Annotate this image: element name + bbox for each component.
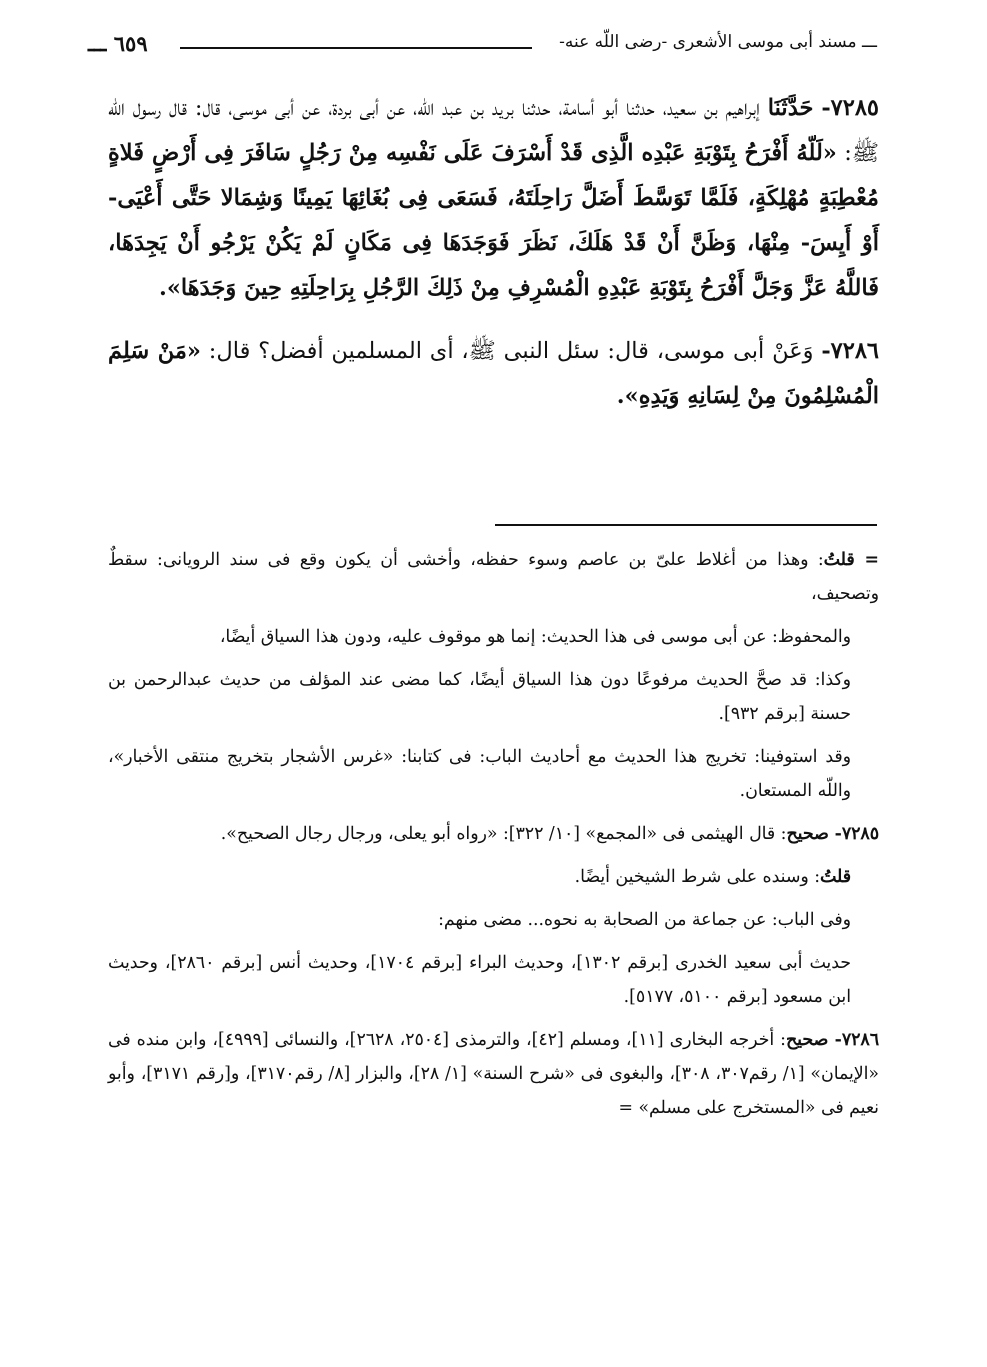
hadith-number: ٧٢٨٦-: [821, 338, 879, 364]
hadith-matn: «مَنْ سَلِمَ الْمُسْلِمُونَ مِنْ لِسَانِهِ وَيَدِهِ».: [108, 338, 879, 409]
footnote-paragraph: [108, 1023, 879, 1125]
footnotes: [108, 543, 879, 1134]
hadith-number: ٧٢٨٥-: [821, 95, 880, 121]
page-dash: ـــ: [88, 31, 107, 56]
footnote-label: ٧٢٨٦- صحيح: [785, 1030, 879, 1050]
footnote-text: : قال الهيثمى فى «المجمع» [١٠/ ٣٢٢]: «رواه أبو يعلى، ورجال رجال الصحيح».: [220, 824, 787, 844]
hadith-7286: [108, 329, 879, 419]
running-title: ـــ مسند أبى موسى الأشعرى -رضى اللّه عنه-: [559, 32, 877, 52]
footnote-label: قلتُ: [820, 867, 851, 887]
footnote-text: : أخرجه البخارى [١١]، ومسلم [٤٢]، والترمذى [٢٥٠٤، ٢٦٢٨]، والنسائى [٤٩٩٩]، وابن منده فى «الإيمان» [١/ رقم٣٠٧، ٣٠٨]، والبغوى فى «شرح السنة» [١/ ٢٨]، والبزار [٨/ رقم٣١٧٠]، و[رقم ٣١٧١]، وأبو نعيم فى «المستخرج على مسلم» =: [108, 1030, 879, 1118]
footnote-separator: [495, 524, 877, 526]
footnote-text: حديث أبى سعيد الخدرى [برقم ١٣٠٢]، وحديث البراء [برقم ١٧٠٤]، وحديث أنس [برقم ٢٨٦٠]، وحديث ابن مسعود [برقم ٥١٠٠، ٥١٧٧].: [108, 953, 851, 1007]
footnote-label: = قلتُ: [823, 550, 879, 570]
footnote-paragraph: [108, 860, 879, 894]
hadith-lead: حَدَّثَنَا: [767, 95, 814, 121]
main-text: [108, 86, 879, 437]
page-number: ٦٥٩: [113, 31, 148, 56]
footnote-paragraph: [108, 740, 879, 808]
running-header: [88, 28, 877, 62]
footnote-paragraph: [108, 946, 879, 1014]
hadith-sep: [201, 338, 209, 364]
hadith-isnad: إبراهيم بن سعيد، حدثنا أبو أسامة، حدثنا بريد بن عبد اللّه، عن أبى بردة، عن أبى موسى، قال: قال رسول اللّه ﷺ:: [108, 95, 879, 166]
header-rule: [180, 47, 532, 49]
footnote-paragraph: [108, 663, 879, 731]
hadith-matn: «لَلّهُ أَفْرَحُ بِتَوْبَةِ عَبْدِه الَّذِى قَدْ أَسْرَفَ عَلَى نَفْسِه مِنْ رَجُلٍ سَافَرَ فِى أَرْضٍ فَلاةٍ مُعْطِبَةٍ مُهْلِكَةٍ، فَلَمَّا تَوَسَّطَ أَضَلَّ رَاحِلَتَهُ، فَسَعَى فِى بُغَائِهَا يَمِينًا وَشِمَالا حَتَّى أَعْيَى- أَوْ أَيِسَ- مِنْهَا، وَظَنَّ أَنْ قَدْ هَلَكَ، نَظَرَ فَوَجَدَهَا فِى مَكَانٍ لَمْ يَكُنْ يَرْجُو أَنْ يَجِدَهَا، فَاللَّهُ عَزَّ وَجَلَّ أَفْرَحُ بِتَوْبَةِ عَبْدِهِ الْمُسْرِفِ مِنْ ذَلِكَ الرَّجُلِ بِرَاحِلَتِهِ حِينَ وَجَدَهَا».: [108, 140, 879, 301]
footnote-text: : وسنده على شرط الشيخين أيضًا.: [574, 867, 821, 887]
footnote-paragraph: [108, 903, 879, 937]
footnote-paragraph: [108, 620, 879, 654]
footnote-text: وقد استوفينا: تخريج هذا الحديث مع أحاديث الباب: فى كتابنا: «غرس الأشجار بتخريج منتقى الأخبار»، واللّه المستعان.: [108, 747, 851, 801]
footnote-text: وفى الباب: عن جماعة من الصحابة به نحوه... مضى منهم:: [438, 910, 851, 930]
footnote-text: : وهذا من أغلاط علىّ بن عاصم وسوء حفظه، وأخشى أن يكون وقع فى سند الرويانى: سقطٌ وتصحيف،: [108, 550, 879, 604]
hadith-7285: [108, 86, 879, 311]
page-number-group: [88, 31, 148, 56]
hadith-isnad: أبى موسى، قال: سئل النبى ﷺ، أى المسلمين أفضل؟ قال:: [208, 338, 765, 364]
footnote-paragraph: [108, 817, 879, 851]
footnote-text: وكذا: قد صحَّ الحديث مرفوعًا دون هذا السياق أيضًا، كما مضى عند المؤلف من حديث عبدالرحمن بن حسنة [برقم ٩٣٢].: [108, 670, 851, 724]
footnote-text: والمحفوظ: عن أبى موسى فى هذا الحديث: إنما هو موقوف عليه، ودون هذا السياق أيضًا،: [219, 627, 851, 647]
footnote-label: ٧٢٨٥- صحيح: [786, 824, 879, 844]
footnote-paragraph: [108, 543, 879, 611]
hadith-lead: وَعَنْ: [772, 338, 814, 364]
